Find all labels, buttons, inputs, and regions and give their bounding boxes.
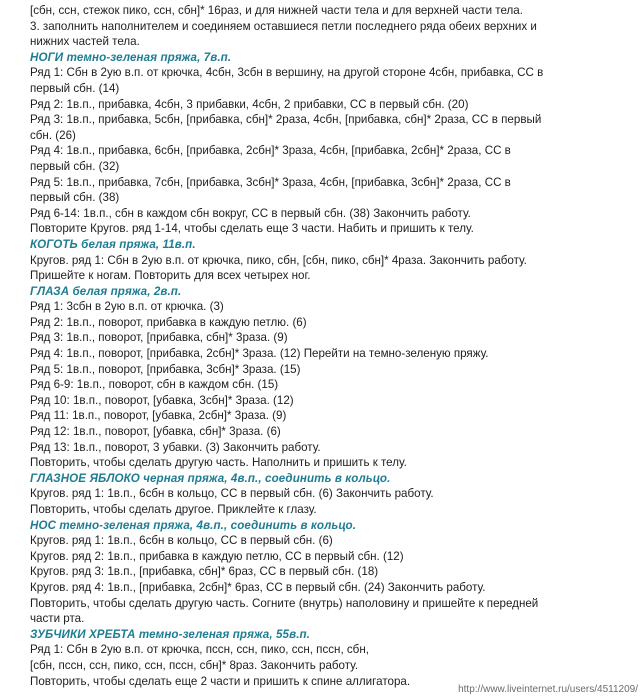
- text-line: Ряд 2: 1в.п., прибавка, 4сбн, 3 прибавки, 4сбн, 2 прибавки, СС в первый сбн. (20): [30, 97, 469, 111]
- text-line: Кругов. ряд 4: 1в.п., [прибавка, 2сбн]* 6раз, СС в первый сбн. (24) Закончить работу.: [30, 580, 486, 594]
- text-line: Повторить, чтобы сделать еще 2 части и пришить к спине аллигатора.: [30, 674, 411, 688]
- text-line: Ряд 5: 1в.п., поворот, [прибавка, 3сбн]* 3раза. (15): [30, 362, 301, 376]
- text-line: Ряд 6-9: 1в.п., поворот, сбн в каждом сбн. (15): [30, 378, 279, 392]
- text-line: [сбн, пссн, ссн, пико, ссн, пссн, сбн]* 8раз. Закончить работу.: [30, 658, 359, 672]
- text-line: Пришейте к ногам. Повторить для всех четырех ног.: [30, 269, 311, 283]
- text-line: Ряд 4: 1в.п., прибавка, 6сбн, [прибавка, 2сбн]* 3раза, 4сбн, [прибавка, 2сбн]* 2раза, СС в: [30, 144, 511, 158]
- text-line: Кругов. ряд 1: Сбн в 2ую в.п. от крючка, пико, сбн, [сбн, пико, сбн]* 4раза. Закончить работу.: [30, 253, 527, 267]
- text-line: Повторить, чтобы сделать другую часть. Согните (внутрь) наполовину и пришейте к передней: [30, 596, 539, 610]
- text-line: Ряд 3: 1в.п., поворот, [прибавка, сбн]* 3раза. (9): [30, 331, 288, 345]
- watermark-url: http://www.liveinternet.ru/users/4511209/: [458, 684, 638, 695]
- text-line: Кругов. ряд 2: 1в.п., прибавка в каждую петлю, СС в первый сбн. (12): [30, 549, 404, 563]
- text-line: Ряд 2: 1в.п., поворот, прибавка в каждую петлю. (6): [30, 315, 307, 329]
- text-line: нижних частей тела.: [30, 35, 140, 49]
- text-line: [сбн, ссн, стежок пико, ссн, сбн]* 16раз, и для нижней части тела и для верхней части тела.: [30, 4, 523, 17]
- text-line: Повторить, чтобы сделать другое. Приклейте к глазу.: [30, 503, 317, 516]
- section-heading: КОГОТЬ белая пряжа, 11в.п.: [30, 237, 196, 251]
- text-line: Кругов. ряд 1: 1в.п., 6сбн в кольцо, СС в первый сбн. (6) Закончить работу.: [30, 487, 434, 501]
- text-line: первый сбн. (14): [30, 81, 120, 95]
- pattern-document: [30, 3, 638, 689]
- text-line: первый сбн. (38): [30, 191, 120, 205]
- text-line: Ряд 1: Сбн в 2ую в.п. от крючка, 4сбн, 3сбн в вершину, на другой стороне 4сбн, прибавка, СС в: [30, 66, 544, 80]
- text-line: сбн. (26): [30, 128, 76, 142]
- text-line: Ряд 4: 1в.п., поворот, [прибавка, 2сбн]* 3раза. (12) Перейти на темно-зеленую пряжу.: [30, 347, 489, 361]
- text-line: первый сбн. (32): [30, 159, 120, 173]
- text-line: Ряд 13: 1в.п., поворот, 3 убавки. (3) Закончить работу.: [30, 440, 321, 454]
- text-line: Повторите Кругов. ряд 1-14, чтобы сделать еще 3 части. Набить и пришить к телу.: [30, 222, 474, 236]
- text-line: Кругов. ряд 3: 1в.п., [прибавка, сбн]* 6раз, СС в первый сбн. (18): [30, 565, 379, 579]
- text-line: Ряд 12: 1в.п., поворот, [убавка, сбн]* 3раза. (6): [30, 425, 281, 439]
- text-line: 3. заполнить наполнителем и соединяем оставшиеся петли последнего ряда обеих верхних и: [30, 19, 537, 33]
- text-line: части рта.: [30, 612, 85, 626]
- section-heading: ЗУБЧИКИ ХРЕБТА темно-зеленая пряжа, 55в.п.: [30, 627, 311, 641]
- text-line: Ряд 10: 1в.п., поворот, [убавка, 3сбн]* 3раза. (12): [30, 393, 294, 407]
- text-line: Ряд 1: 3сбн в 2ую в.п. от крючка. (3): [30, 300, 224, 314]
- text-line: Ряд 3: 1в.п., прибавка, 5сбн, [прибавка, сбн]* 2раза, 4сбн, [прибавка, сбн]* 2раза, СС в первый: [30, 113, 542, 127]
- text-line: Ряд 11: 1в.п., поворот, [убавка, 2сбн]* 3раза. (9): [30, 409, 287, 423]
- section-heading: ГЛАЗА белая пряжа, 2в.п.: [30, 284, 182, 298]
- section-heading: НОС темно-зеленая пряжа, 4в.п., соединить в кольцо.: [30, 518, 357, 532]
- text-line: Ряд 5: 1в.п., прибавка, 7сбн, [прибавка, 3сбн]* 3раза, 4сбн, [прибавка, 3сбн]* 2раза, СС в: [30, 175, 511, 189]
- text-line: Ряд 1: Сбн в 2ую в.п. от крючка, пссн, ссн, пико, ссн, пссн, сбн,: [30, 643, 369, 657]
- section-heading: ГЛАЗНОЕ ЯБЛОКО черная пряжа, 4в.п., соединить в кольцо.: [30, 471, 391, 485]
- section-heading: НОГИ темно-зеленая пряжа, 7в.п.: [30, 50, 232, 64]
- text-line: Кругов. ряд 1: 1в.п., 6сбн в кольцо, СС в первый сбн. (6): [30, 534, 333, 548]
- text-line: Повторить, чтобы сделать другую часть. Наполнить и пришить к телу.: [30, 456, 407, 470]
- text-line: Ряд 6-14: 1в.п., сбн в каждом сбн вокруг, СС в первый сбн. (38) Закончить работу.: [30, 206, 471, 220]
